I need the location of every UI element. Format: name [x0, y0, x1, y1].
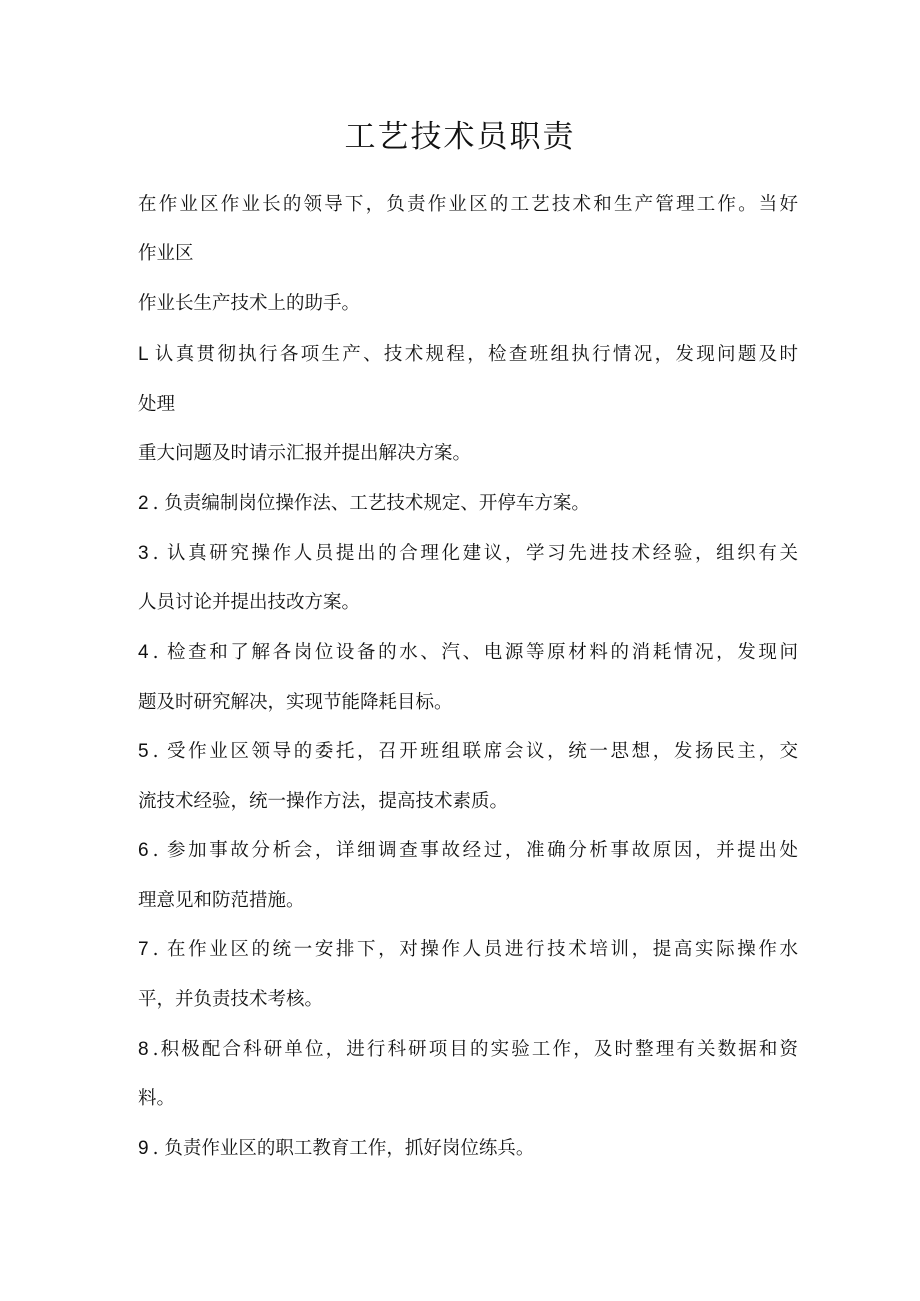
body-line	[138, 539, 798, 569]
line-text: 在作业区作业长的领导下，负责作业区的工艺技术和生产管理工作。当好	[138, 194, 798, 215]
body-line	[138, 787, 798, 817]
item-number: L	[138, 344, 149, 365]
item-number: 7	[138, 939, 149, 960]
line-text: .积极配合科研单位，进行科研项目的实验工作，及时整理有关数据和资	[152, 1039, 798, 1060]
body-line	[138, 638, 798, 668]
line-text: 平，并负责技术考核。	[138, 989, 324, 1010]
line-text: 处理	[138, 394, 176, 415]
item-number: 4	[138, 642, 149, 663]
line-text: 作业长生产技术上的助手。	[138, 293, 361, 314]
line-text: . 参加事故分析会，详细调查事故经过，准确分析事故原因，并提出处	[152, 840, 798, 861]
body-line	[138, 239, 798, 269]
item-number: 3	[138, 543, 149, 564]
body-line	[138, 1134, 798, 1164]
line-text: 人员讨论并提出技改方案。	[138, 592, 361, 613]
body-line	[138, 688, 798, 718]
body-line	[138, 737, 798, 767]
line-text: 料。	[138, 1088, 176, 1109]
line-text: . 检查和了解各岗位设备的水、汽、电源等原材料的消耗情况，发现问	[152, 642, 798, 663]
line-text: 理意见和防范措施。	[138, 890, 305, 911]
line-text: 作业区	[138, 243, 194, 264]
body-line	[138, 489, 798, 519]
line-text: . 在作业区的统一安排下，对操作人员进行技术培训，提高实际操作水	[152, 939, 798, 960]
body-line	[138, 190, 798, 220]
item-number: 5	[138, 741, 149, 762]
item-number: 2	[138, 493, 149, 514]
body-line	[138, 1035, 798, 1065]
line-text: . 受作业区领导的委托，召开班组联席会议，统一思想，发扬民主，交	[152, 741, 798, 762]
body-line	[138, 390, 798, 420]
body-line	[138, 836, 798, 866]
line-text: . 负责编制岗位操作法、工艺技术规定、开停车方案。	[152, 493, 590, 514]
item-number: 6	[138, 840, 149, 861]
body-line	[138, 985, 798, 1015]
line-text: 流技术经验，统一操作方法，提高技术素质。	[138, 791, 509, 812]
body-line	[138, 588, 798, 618]
item-number: 9	[138, 1138, 149, 1159]
body-line	[138, 1084, 798, 1114]
body-line	[138, 886, 798, 916]
line-text: 重大问题及时请示汇报并提出解决方案。	[138, 443, 472, 464]
line-text: 认真贯彻执行各项生产、技术规程，检查班组执行情况，发现问题及时	[152, 344, 798, 365]
line-text: . 负责作业区的职工教育工作，抓好岗位练兵。	[152, 1138, 535, 1159]
document-title: 工艺技术员职责	[344, 119, 576, 155]
body-line	[138, 289, 798, 319]
body-line	[138, 439, 798, 469]
body-line	[138, 340, 798, 370]
body-line	[138, 935, 798, 965]
line-text: 题及时研究解决，实现节能降耗目标。	[138, 692, 453, 713]
line-text: . 认真研究操作人员提出的合理化建议，学习先进技术经验，组织有关	[152, 543, 798, 564]
item-number: 8	[138, 1039, 149, 1060]
